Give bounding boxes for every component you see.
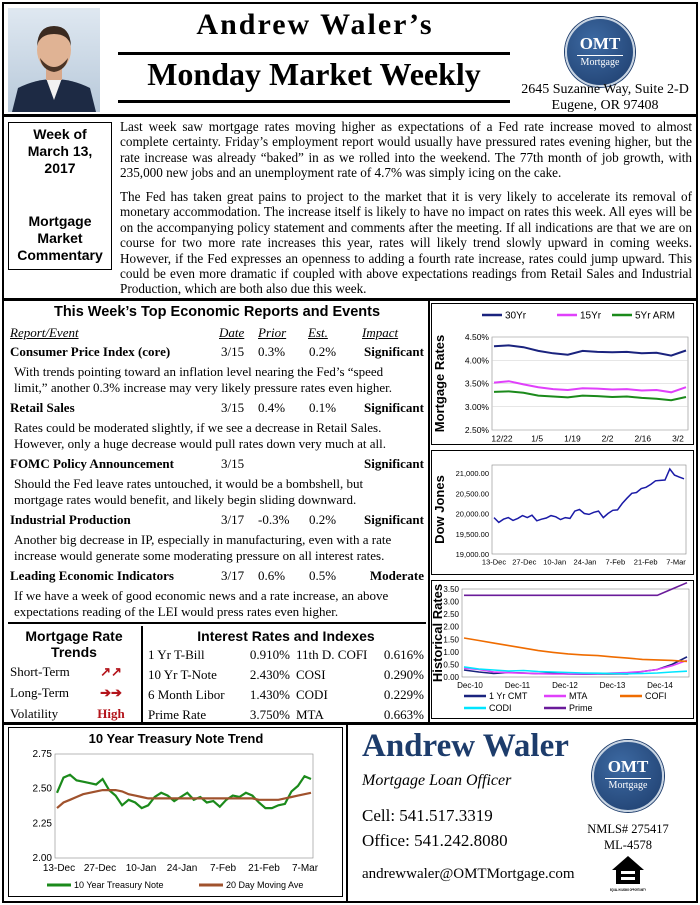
x-tick-label: 10-Jan xyxy=(125,863,157,874)
report-impact: Significant xyxy=(364,400,424,415)
x-tick-label: 21-Feb xyxy=(633,557,658,567)
y-axis-label: Historical Rates xyxy=(430,583,445,683)
header-prior: Prior xyxy=(258,325,287,340)
legend-label: COFI xyxy=(645,691,667,701)
label-line: Commentary xyxy=(17,247,103,263)
x-tick-label: 12/22 xyxy=(491,433,513,444)
trend-label: Short-Term xyxy=(10,664,70,679)
y-tick-label: 2.00 xyxy=(443,622,459,632)
legend-label: 15Yr xyxy=(580,310,602,322)
report-date: 3/17 xyxy=(221,568,245,583)
logo-omt-text: OMT xyxy=(579,34,621,53)
report-date: 3/15 xyxy=(221,400,245,415)
y-tick-label: 2.50 xyxy=(32,783,52,795)
report-prior: -0.3% xyxy=(258,512,290,527)
y-tick-label: 3.00% xyxy=(464,401,489,412)
rate-value: 3.750% xyxy=(249,707,290,722)
y-axis-label: Mortgage Rates xyxy=(432,334,447,433)
title-rule xyxy=(118,52,510,55)
rate-value: 1.430% xyxy=(249,687,290,702)
x-tick-label: 1/19 xyxy=(564,433,581,444)
nmls-number: NMLS# 275417 xyxy=(587,822,669,836)
trend-label: Volatility xyxy=(10,706,59,721)
header-date: Date xyxy=(219,325,245,340)
week-of-label xyxy=(8,126,112,177)
omt-logo xyxy=(592,740,664,812)
reports-title: This Week’s Top Economic Reports and Events xyxy=(53,304,381,320)
x-tick-label: 24-Jan xyxy=(166,863,198,874)
report-description: Rates could be moderated slightly, if we see a decrease in Retail Sales. xyxy=(14,420,382,435)
x-tick-label: 10-Jan xyxy=(543,557,567,567)
report-prior: 0.6% xyxy=(258,568,286,583)
commentary-label xyxy=(8,213,112,264)
report-name: Leading Economic Indicators xyxy=(10,568,174,583)
header-event: Report/Event xyxy=(10,325,79,340)
report-impact: Significant xyxy=(364,344,424,359)
card-name: Andrew Waler xyxy=(362,728,569,764)
legend-label: MTA xyxy=(569,691,588,701)
report-est: 0.5% xyxy=(309,568,337,583)
report-description: increase would generate some moderating pressure on all interest rates. xyxy=(14,548,385,563)
legend-label: 1 Yr CMT xyxy=(489,691,528,701)
index-value: 0.663% xyxy=(383,707,424,722)
x-tick-label: 2/16 xyxy=(634,433,652,444)
x-tick-label: 2/2 xyxy=(601,433,614,444)
y-tick-label: 2.00 xyxy=(32,853,52,864)
x-tick-label: Dec-13 xyxy=(599,681,626,690)
rate-value: 2.430% xyxy=(249,667,290,682)
trends-title xyxy=(8,628,140,660)
y-tick-label: 2.75 xyxy=(32,749,52,760)
mortgage-rates-chart xyxy=(431,303,694,445)
eho-label: EQUAL HOUSING OPPORTUNITY xyxy=(610,888,647,892)
x-tick-label: 7-Mar xyxy=(291,863,319,874)
card-office-phone[interactable]: Office: 541.242.8080 xyxy=(362,831,508,850)
address-line-1: 2645 Suzanne Way, Suite 2-D xyxy=(521,82,689,97)
report-description: If we have a week of good economic news and a rate increase, an above xyxy=(14,588,389,603)
series-line xyxy=(57,790,311,808)
report-description: Another big decrease in IP, especially in manufacturing, even with a rate xyxy=(14,532,392,547)
legend-label: Prime xyxy=(569,703,593,713)
y-tick-label: 2.25 xyxy=(32,818,52,830)
legend-label: 10 Year Treasury Note xyxy=(74,880,164,890)
trends-title-line: Mortgage Rate xyxy=(25,628,123,644)
x-tick-label: 7-Feb xyxy=(605,557,626,567)
header-name-line: Andrew Waler’s xyxy=(196,8,434,41)
divider xyxy=(4,298,696,301)
report-description: Should the Fed leave rates untouched, it would be a bombshell, but xyxy=(14,476,364,491)
series-line xyxy=(464,638,687,661)
report-description: However, only a huge decrease would pull rates down very much at all. xyxy=(14,436,387,451)
index-value: 0.229% xyxy=(383,687,424,702)
series-line xyxy=(494,381,686,392)
y-tick-label: 20,500.00 xyxy=(455,489,489,499)
report-impact: Significant xyxy=(364,512,424,527)
x-tick-label: Dec-10 xyxy=(457,681,483,690)
logo-mortgage-text: Mortgage xyxy=(608,780,648,791)
trends-title-line: Trends xyxy=(51,644,97,660)
treasury-note-chart xyxy=(8,727,343,897)
y-axis-label: Dow Jones xyxy=(432,475,447,544)
trend-arrows-icon: ➔➔ xyxy=(100,685,122,700)
address-line-2: Eugene, OR 97408 xyxy=(551,98,659,113)
y-tick-label: 2.50 xyxy=(443,610,459,620)
report-est: 0.2% xyxy=(309,512,337,527)
week-line: 2017 xyxy=(44,160,76,176)
report-date: 3/17 xyxy=(221,512,245,527)
x-tick-label: Dec-11 xyxy=(504,681,531,690)
x-tick-label: Dec-14 xyxy=(647,681,673,690)
report-impact: Moderate xyxy=(369,568,424,583)
y-tick-label: 0.50 xyxy=(443,660,459,670)
report-name: FOMC Policy Announcement xyxy=(10,456,174,471)
report-name: Consumer Price Index (core) xyxy=(10,344,171,359)
legend-label: 20 Day Moving Ave xyxy=(226,880,304,890)
rate-name: 10 Yr T-Note xyxy=(148,667,217,682)
x-tick-label: 13-Dec xyxy=(481,557,507,567)
y-tick-label: 3.50% xyxy=(464,378,489,389)
divider xyxy=(4,114,696,117)
x-tick-label: 7-Mar xyxy=(666,557,686,567)
historical-rates-svg xyxy=(432,581,695,720)
person-photo-icon xyxy=(8,8,100,112)
report-impact: Significant xyxy=(364,456,424,471)
y-tick-label: 19,500.00 xyxy=(455,529,489,539)
x-tick-label: 27-Dec xyxy=(512,557,537,567)
report-date: 3/15 xyxy=(221,456,245,471)
commentary-paragraph-1: Last week saw mortgage rates moving higher as expectations of a Fed rate increase moved to almost complete certainty. Friday’s employment report would usually have pressured rates evening higher, but the rate increase was already “baked” in as we rolled into the weekend. The 77th month of job growth, with 235,000 new jobs and an unemployment rate of 4.7% was simply icing on the cake. xyxy=(120,119,692,181)
legend-label: CODI xyxy=(489,703,512,713)
loan-officer-photo xyxy=(8,8,100,112)
title-rule xyxy=(118,100,510,103)
divider xyxy=(8,622,426,624)
x-tick-label: 1/5 xyxy=(531,433,544,444)
x-tick-label: 24-Jan xyxy=(573,557,597,567)
report-prior: 0.4% xyxy=(258,400,286,415)
plot-area xyxy=(492,465,686,554)
card-cell-phone[interactable]: Cell: 541.517.3319 xyxy=(362,806,493,825)
chart-title: 10 Year Treasury Note Trend xyxy=(88,731,264,746)
index-value: 0.616% xyxy=(383,647,424,662)
plot-area xyxy=(462,589,689,677)
index-name: COSI xyxy=(296,667,326,682)
treasury-note-svg xyxy=(9,728,344,898)
y-tick-label: 0.00 xyxy=(443,673,459,682)
report-description: With trends pointing toward an inflation level nearing the Fed’s “speed xyxy=(14,364,384,379)
logo-mortgage-text: Mortgage xyxy=(580,57,620,68)
historical-rates-chart xyxy=(431,580,694,719)
logo-omt-text: OMT xyxy=(607,757,649,776)
report-description: limit,” another 0.3% increase may very likely pressure rates even higher. xyxy=(14,380,392,395)
legend-label: 5Yr ARM xyxy=(635,310,676,322)
series-line xyxy=(494,345,686,355)
divider xyxy=(346,725,348,901)
rate-name: Prime Rate xyxy=(148,707,207,722)
label-line: Market xyxy=(37,230,83,246)
trend-value: High xyxy=(97,706,125,721)
y-tick-label: 1.50 xyxy=(443,635,459,645)
x-tick-label: 13-Dec xyxy=(42,863,76,874)
y-tick-label: 20,000.00 xyxy=(455,509,489,519)
y-tick-label: 19,000.00 xyxy=(455,550,489,559)
y-tick-label: 2.50% xyxy=(464,425,489,435)
rate-name: 1 Yr T-Bill xyxy=(148,647,205,662)
ml-number: ML-4578 xyxy=(604,838,652,852)
dow-jones-svg xyxy=(432,451,695,576)
report-description: mortgage rates would benefit, and likely begin sliding downward. xyxy=(14,492,357,507)
index-name: MTA xyxy=(296,707,324,722)
rate-name: 6 Month Libor xyxy=(148,687,225,702)
commentary-paragraph-2: The Fed has taken great pains to project to the market that it is very likely to accelerate its removal of monetary accommodation. The increase itself is likely to have no impact on rates this week. All eyes will be on the accompanying policy statement and comments after the meeting. If all indications are that we are on course for two more rate increases this year, rates will likely trend slowly upward in coming weeks. However, if the Fed expresses an openness to adding a fourth rate increase, rates could jump upward. This could be even more dramatic if coupled with above expectations readings from Retail Sales and Industrial Production, which are both also due this week. xyxy=(120,189,692,297)
report-est: 0.2% xyxy=(309,344,337,359)
rate-value: 0.910% xyxy=(249,647,290,662)
report-est: 0.1% xyxy=(309,400,337,415)
header-est: Est. xyxy=(308,325,328,340)
series-line xyxy=(494,391,686,400)
week-line: Week of xyxy=(33,126,87,142)
x-tick-label: 7-Feb xyxy=(209,863,237,874)
report-name: Retail Sales xyxy=(10,400,75,415)
y-tick-label: 1.00 xyxy=(443,647,459,657)
x-tick-label: 3/2 xyxy=(672,433,684,444)
x-tick-label: 21-Feb xyxy=(248,863,280,874)
report-prior: 0.3% xyxy=(258,344,286,359)
index-value: 0.290% xyxy=(383,667,424,682)
legend-label: 30Yr xyxy=(505,310,527,322)
y-tick-label: 3.50 xyxy=(443,585,459,594)
x-tick-label: Dec-12 xyxy=(552,681,578,690)
divider xyxy=(4,722,696,725)
equal-housing-icon xyxy=(608,852,648,896)
report-description: expectations reading of the LEI would press rates even higher. xyxy=(14,604,339,619)
series-line xyxy=(494,469,684,522)
dow-jones-chart xyxy=(431,450,694,575)
y-tick-label: 3.00 xyxy=(443,597,459,607)
mortgage-rates-svg xyxy=(432,304,695,446)
report-name: Industrial Production xyxy=(10,512,131,527)
y-tick-label: 4.50% xyxy=(464,332,489,342)
header-impact: Impact xyxy=(362,325,399,340)
report-date: 3/15 xyxy=(221,344,245,359)
trend-label: Long-Term xyxy=(10,685,70,700)
card-email-link[interactable]: andrewwaler@OMTMortgage.com xyxy=(362,866,575,882)
trend-arrows-icon: ↗↗ xyxy=(100,664,122,679)
rates-title: Interest Rates and Indexes xyxy=(197,628,375,644)
omt-logo xyxy=(565,17,635,87)
y-tick-label: 21,000.00 xyxy=(455,469,489,479)
index-name: CODI xyxy=(296,687,328,702)
card-role: Mortgage Loan Officer xyxy=(362,772,512,789)
divider xyxy=(141,626,143,722)
x-tick-label: 27-Dec xyxy=(83,863,117,874)
index-name: 11th D. COFI xyxy=(296,647,368,662)
newsletter-title: Monday Market Weekly xyxy=(147,56,481,92)
y-tick-label: 4.00% xyxy=(464,355,489,366)
week-line: March 13, xyxy=(27,143,93,159)
label-line: Mortgage xyxy=(28,213,92,229)
